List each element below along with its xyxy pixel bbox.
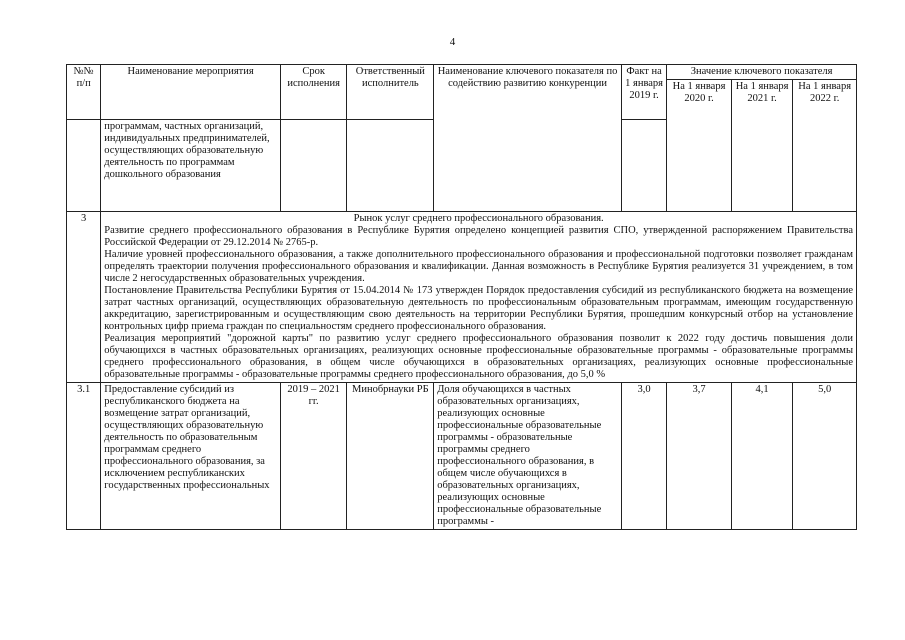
header-indicator: Наименование ключевого показателя по содействию развитию конкуренции <box>434 65 622 212</box>
section-3-title: Рынок услуг среднего профессионального образования. <box>353 213 604 224</box>
cont-fact <box>621 120 666 212</box>
header-2020: На 1 января 2020 г. <box>667 80 732 212</box>
header-num: №№ п/п <box>67 65 101 120</box>
cont-name: программам, частных организаций, индивидуальных предпринимателей, осуществляющих образовательную деятельность по программам дошкольного образования <box>101 120 281 212</box>
header-row-1 <box>67 65 857 80</box>
row-3-1-value-2022: 5,0 <box>793 383 857 530</box>
header-2022: На 1 января 2022 г. <box>793 80 857 212</box>
section-3-text <box>101 212 857 383</box>
cont-num <box>67 120 101 212</box>
section-3-paragraph: Постановление Правительства Республики Бурятия от 15.04.2014 № 173 утвержден Порядок предоставления субсидий из республиканского бюджета на возмещение затрат частных организаций, осуществляющих образовательную деятельность по профессиональным образовательным программам, имеющим государственную аккредитацию, зарегистрированным и осуществляющим свою деятельность на территории Республики Бурятия, прошедшим конкурсный отбор на установление контрольных цифр приема граждан по специальностям среднего профессионального образования. <box>104 285 853 332</box>
section-3-num: 3 <box>67 212 101 383</box>
cont-resp <box>347 120 434 212</box>
section-3-paragraph: Наличие уровней профессионального образования, а также дополнительного профессионального образования и профессиональной подготовки позволяет гражданам определять траектории получения профессионального образования и квалификации. Данная возможность в Республике Бурятия реализуется 31 учреждением, в том числе 2 негосударственных образовательных учреждения. <box>104 249 853 284</box>
row-3-1 <box>67 383 857 530</box>
section-3-paragraph: Реализация мероприятий "дорожной карты" по развитию услуг среднего профессионального образования позволит к 2022 году достичь повышения доли обучающихся в частных образовательных организациях, реализующих основные профессиональные образовательные программы - образовательные программы среднего профессионального образования, в общем числе обучающихся в образовательных организациях, реализующих основные профессиональные образовательные программы - образовательные программы среднего профессионального образования, до 5,0 % <box>104 333 853 380</box>
section-3-row <box>67 212 857 383</box>
row-3-1-fact: 3,0 <box>621 383 666 530</box>
page-number: 4 <box>449 36 456 48</box>
section-3-paragraph: Развитие среднего профессионального образования в Республике Бурятия определено концепцией развития СПО, утвержденной распоряжением Правительства Российской Федерации от 29.12.2014 № 2765-р. <box>104 225 853 248</box>
measures-table <box>66 64 857 530</box>
header-name: Наименование мероприятия <box>101 65 281 120</box>
row-3-1-value-2021: 4,1 <box>731 383 793 530</box>
header-responsible: Ответственный исполнитель <box>347 65 434 120</box>
row-3-1-num: 3.1 <box>67 383 101 530</box>
row-3-1-name: Предоставление субсидий из республиканского бюджета на возмещение затрат организаций, осуществляющих образовательную деятельность по образовательным программам среднего профессионального образования, за исключением республиканских государственных профессиональных <box>101 383 281 530</box>
row-3-1-value-2020: 3,7 <box>667 383 732 530</box>
header-values: Значение ключевого показателя <box>667 65 857 80</box>
cont-term <box>280 120 347 212</box>
header-fact: Факт на 1 января 2019 г. <box>621 65 666 120</box>
header-2021: На 1 января 2021 г. <box>731 80 793 212</box>
header-term: Срок исполнения <box>280 65 347 120</box>
row-3-1-responsible: Минобрнауки РБ <box>347 383 434 530</box>
row-3-1-term: 2019 – 2021 гг. <box>280 383 347 530</box>
row-3-1-indicator: Доля обучающихся в частных образовательных организациях, реализующих основные профессиональные образовательные программы - образовательные программы среднего профессионального образования, в общем числе обучающихся в образовательных организациях, реализующих основные профессиональные образовательные программы - <box>434 383 622 530</box>
